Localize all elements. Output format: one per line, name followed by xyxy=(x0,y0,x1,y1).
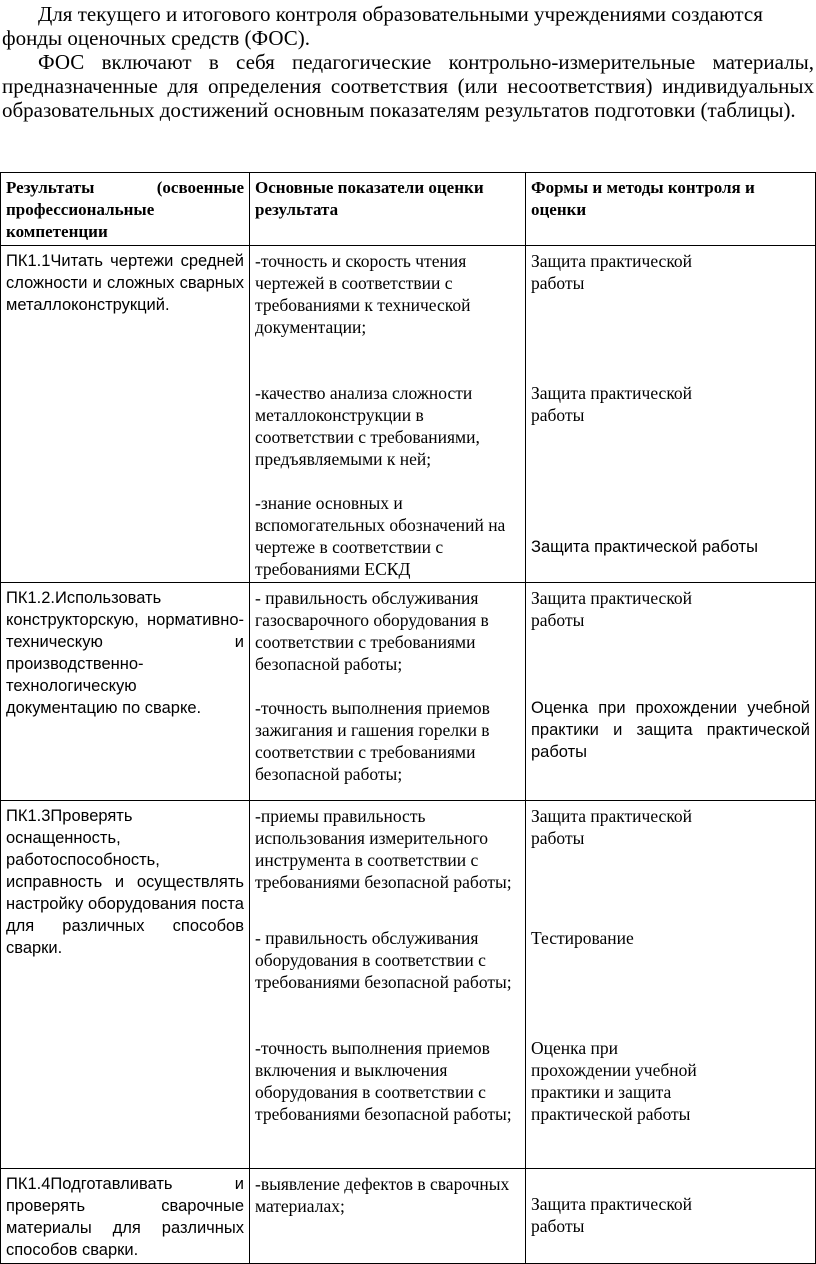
indicators-cell xyxy=(250,1169,526,1264)
assessment-table xyxy=(0,172,816,1264)
header-methods: Формы и методы контроля и оценки xyxy=(526,173,816,246)
result-cell: ПК1.3Проверять оснащенность, работоспособность, исправность и осуществлять настройку оборудования поста для различных способов сварки. xyxy=(1,801,250,1169)
indicators-cell xyxy=(250,246,526,583)
indicator-item: - правильность обслуживания оборудования в соответствии с требованиями безопасной работы; xyxy=(255,928,512,992)
indicator-item: -точность выполнения приемов включения и выключения оборудования в соответствии с требованиями безопасной работы; xyxy=(255,1038,512,1124)
result-cell: ПК1.1Читать чертежи средней сложности и сложных сварных металлоконструкций. xyxy=(1,246,250,583)
table-row xyxy=(1,801,816,1169)
table-row xyxy=(1,1169,816,1264)
intro-paragraph-2: ФОС включают в себя педагогические контрольно-измерительные материалы, предназначенные для определения соответствия (или несоответствия) индивидуальных образовательных достижений основным показателям результатов подготовки (таблицы). xyxy=(2,50,814,122)
header-results: Результаты (освоенные профессиональные компетенции xyxy=(1,173,250,246)
table-header-row xyxy=(1,173,816,246)
result-cell: ПК1.2.Использовать конструкторскую, нормативно-техническую и производственно-технологическую документацию по сварке. xyxy=(1,583,250,801)
indicators-cell xyxy=(250,801,526,1169)
intro-paragraph-1: Для текущего и итогового контроля образовательными учреждениями создаются фонды оценочных средств (ФОС). xyxy=(2,2,763,50)
method-item: Защита практической работы xyxy=(531,251,693,293)
methods-cell xyxy=(526,801,816,1169)
table-row xyxy=(1,246,816,583)
indicator-item: -приемы правильность использования измерительного инструмента в соответствии с требованиями безопасной работы; xyxy=(255,806,512,892)
indicator-item: -выявление дефектов в сварочных материалах; xyxy=(255,1174,510,1216)
method-item: Оценка при прохождении учебной практики и защита практической работы xyxy=(531,1038,697,1124)
header-indicators: Основные показатели оценки результата xyxy=(250,173,526,246)
indicator-item: -качество анализа сложности металлоконструкции в соответствии с требованиями, предъявляемыми к ней; xyxy=(255,383,480,469)
methods-cell xyxy=(526,1169,816,1264)
method-item: Защита практической работы xyxy=(531,806,693,848)
methods-cell xyxy=(526,583,816,801)
method-item: Защита практической работы xyxy=(531,383,693,425)
methods-cell xyxy=(526,246,816,583)
intro-text xyxy=(2,2,814,122)
method-item: Тестирование xyxy=(531,928,634,948)
indicators-cell xyxy=(250,583,526,801)
method-item: Защита практической работы xyxy=(531,1194,693,1236)
indicator-item: -знание основных и вспомогательных обозначений на чертеже в соответствии с требованиями ЕСКД xyxy=(255,493,506,579)
indicator-item: -точность и скорость чтения чертежей в соответствии с требованиями к технической документации; xyxy=(255,251,471,337)
indicator-item: -точность выполнения приемов зажигания и гашения горелки в соответствии с требованиями безопасной работы; xyxy=(255,698,490,784)
method-item: Оценка при прохождении учебной практики и защита практической работы xyxy=(531,699,810,761)
method-item: Защита практической работы xyxy=(531,538,758,556)
result-cell: ПК1.4Подготавливать и проверять сварочные материалы для различных способов сварки. xyxy=(1,1169,250,1264)
table-row xyxy=(1,583,816,801)
method-item: Защита практической работы xyxy=(531,588,693,630)
indicator-item: - правильность обслуживания газосварочного оборудования в соответствии с требованиями безопасной работы; xyxy=(255,588,489,674)
